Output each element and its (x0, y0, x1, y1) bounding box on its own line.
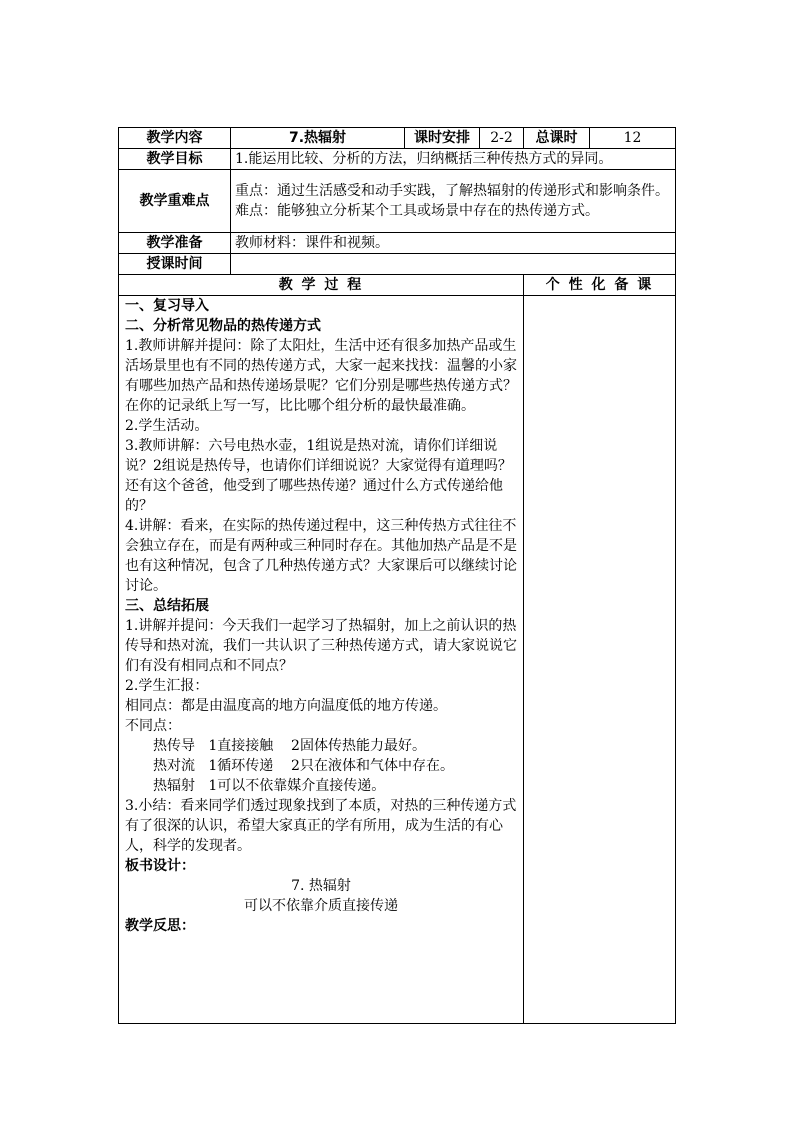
step-3: 3.教师讲解：六号电热水壶，1组说是热对流，请你们详细说说？2组说是热传导，也请你们详细说说？大家觉得有道理吗？还有这个爸爸，他受到了哪些热传递？通过什么方式传递给他的？ (125, 438, 512, 514)
personal-header: 个 性 化 备 课 (524, 275, 676, 296)
schedule-label: 课时安排 (405, 128, 480, 149)
preparation-label: 教学准备 (119, 233, 231, 254)
goals-text: 1.能运用比较、分析的方法，归纳概括三种传热方式的异同。 (231, 149, 676, 170)
header-row (119, 128, 676, 149)
personal-notes-area (524, 296, 676, 1024)
preparation-text: 教师材料：课件和视频。 (231, 233, 676, 254)
lesson-title: 7.热辐射 (231, 128, 405, 149)
key-points-row (119, 170, 676, 233)
step-4: 4.讲解：看来，在实际的热传递过程中，这三种传热方式往往不会独立存在，而是有两种或三种同时存在。其他加热产品是不是也有这种情况，包含了几种热传递方式？大家课后可以继续讨论讨论。 (125, 518, 517, 594)
total-value: 12 (590, 128, 676, 149)
process-body-row (119, 296, 676, 1024)
board-line: 可以不依靠介质直接传递 (244, 898, 398, 914)
goals-row (119, 149, 676, 170)
time-row (119, 254, 676, 275)
focus-text: 重点：通过生活感受和动手实践，了解热辐射的传递形式和影响条件。 (235, 183, 669, 199)
summary-1: 1.讲解并提问：今天我们一起学习了热辐射，加上之前认识的热传导和热对流，我们一共认识了三种热传递方式，请大家说说它们有没有相同点和不同点？ (125, 618, 517, 674)
content-label: 教学内容 (119, 128, 231, 149)
difficulty-text: 难点：能够独立分析某个工具或场景中存在的热传递方式。 (235, 203, 599, 219)
section-summary: 三、总结拓展 (125, 598, 209, 614)
step-1: 1.教师讲解并提问：除了太阳灶，生活中还有很多加热产品或生活场景里也有不同的热传递方式，大家一起来找找：温馨的小家有哪些加热产品和热传递场景呢？它们分别是哪些热传递方式？在你的记录纸上写一写，比比哪个组分析的最快最准确。 (125, 338, 517, 414)
difference-convection: 热对流 1循环传递 2只在液体和气体中存在。 (153, 758, 454, 774)
section-analysis: 二、分析常见物品的热传递方式 (125, 318, 321, 334)
difference-label: 不同点： (125, 718, 181, 734)
schedule-value: 2-2 (480, 128, 524, 149)
process-body (119, 296, 524, 1024)
difference-radiation: 热辐射 1可以不依靠媒介直接传递。 (153, 778, 386, 794)
time-label: 授课时间 (119, 254, 231, 275)
difference-conduction: 热传导 1直接接触 2固体传热能力最好。 (153, 738, 426, 754)
summary-2: 2.学生汇报： (125, 678, 209, 694)
preparation-row (119, 233, 676, 254)
section-review: 一、复习导入 (125, 298, 209, 314)
board-title: 7. 热辐射 (291, 878, 351, 894)
process-header-row (119, 275, 676, 296)
reflection-label: 教学反思： (125, 918, 195, 934)
time-value (231, 254, 676, 275)
step-2: 2.学生活动。 (125, 418, 209, 434)
process-header: 教 学 过 程 (119, 275, 524, 296)
summary-3: 3.小结：看来同学们透过现象找到了本质，对热的三种传递方式有了很深的认识，希望大家真正的学有所用，成为生活的有心人，科学的发现者。 (125, 798, 517, 854)
total-label: 总课时 (524, 128, 590, 149)
board-design-label: 板书设计： (125, 858, 195, 874)
lesson-plan-table (118, 127, 676, 1024)
goals-label: 教学目标 (119, 149, 231, 170)
key-points-label: 教学重难点 (119, 170, 231, 233)
key-points-cell (231, 170, 676, 233)
similarity: 相同点：都是由温度高的地方向温度低的地方传递。 (125, 698, 447, 714)
